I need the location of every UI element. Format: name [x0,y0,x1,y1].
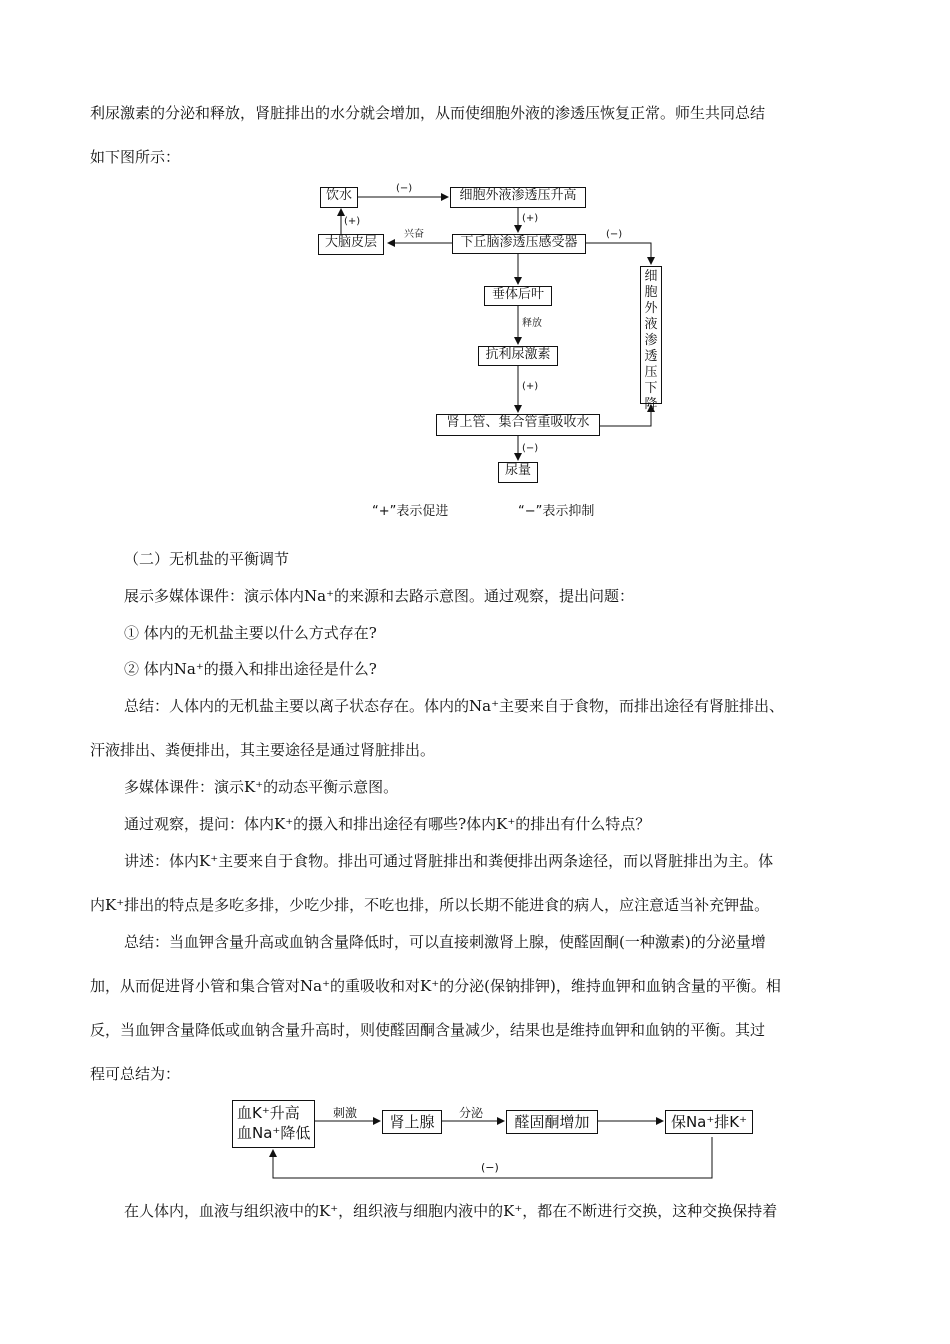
intro-line-1: 利尿激素的分泌和释放，肾脏排出的水分就会增加，从而使细胞外液的渗透压恢复正常。师生共同总结 [90,104,766,122]
para-sum1-line2: 汗液排出、粪便排出，其主要途径是通过肾脏排出。 [90,741,436,759]
label-adh-tubule: (+) [522,381,539,392]
para-talk-line1: 讲述：体内K⁺主要来自于食物。排出可通过肾脏排出和粪便排出两条途径，而以肾脏排出为主。体 [124,852,774,870]
box-keep-na: 保Na⁺排K⁺ [665,1110,753,1134]
label-drink-osmo: (−) [396,183,413,194]
para-sum1-line1: 总结：人体内的无机盐主要以离子状态存在。体内的Na⁺主要来自于食物，而排出途径有肾脏排出、 [124,697,784,715]
intro-line-2: 如下图所示： [90,148,181,166]
label-osmo-receptor: (+) [522,213,539,224]
para-ask: 通过观察，提问：体内K⁺的摄入和排出途径有哪些?体内K⁺的排出有什么特点？ [124,815,651,833]
box-drink: 饮水 [320,187,358,208]
k-up-text: 血K⁺升高 [237,1104,300,1122]
label-cortex-drink: (+) [344,216,361,227]
label-secrete: 分泌 [459,1106,484,1120]
label-tubule-urine: (−) [522,443,539,454]
box-aldosterone: 醛固酮增加 [506,1110,598,1134]
para-show1: 展示多媒体课件：演示体内Na⁺的来源和去路示意图。通过观察，提出问题： [124,587,634,605]
question-2: ② 体内Na⁺的摄入和排出途径是什么? [124,660,377,678]
legend-plus: “+”表示促进 [372,504,449,519]
na-down-text: 血Na⁺降低 [237,1124,311,1142]
label-feedback: (−) [481,1161,499,1174]
box-tubule: 肾上管、集合管重吸收水 [436,414,600,436]
box-k-na [232,1100,315,1148]
section-heading: （二）无机盐的平衡调节 [124,550,290,568]
label-excite: 兴奋 [404,229,424,240]
label-stim: 刺激 [333,1106,358,1120]
box-adrenal: 肾上腺 [382,1110,442,1134]
box-cortex: 大脑皮层 [318,234,384,255]
box-pituitary: 垂体后叶 [484,286,552,306]
label-receptor-right: (−) [606,229,623,240]
box-osmo-rise: 细胞外液渗透压升高 [450,187,586,208]
legend-minus: “−”表示抑制 [518,504,595,519]
box-adh: 抗利尿激素 [478,346,558,366]
box-receptor: 下丘脑渗透压感受器 [452,234,586,254]
last-line: 在人体内，血液与组织液中的K⁺，组织液与细胞内液中的K⁺，都在不断进行交换，这种交换保持着 [124,1202,778,1220]
para-show2: 多媒体课件：演示K⁺的动态平衡示意图。 [124,778,399,796]
para-sum2-line4: 程可总结为： [90,1065,181,1083]
box-osmo-fall: 细 胞 外 液 渗 透 压 下 降 [640,266,662,404]
para-talk-line2: 内K⁺排出的特点是多吃多排，少吃少排，不吃也排，所以长期不能进食的病人，应注意适当补充钾盐。 [90,896,770,914]
para-sum2-line1: 总结：当血钾含量升高或血钠含量降低时，可以直接刺激肾上腺，使醛固酮(一种激素)的分泌量增 [124,933,766,951]
box-urine: 尿量 [498,462,538,483]
para-sum2-line2: 加，从而促进肾小管和集合管对Na⁺的重吸收和对K⁺的分泌(保钠排钾)，维持血钾和血钠含量的平衡。相 [90,977,781,995]
para-sum2-line3: 反，当血钾含量降低或血钠含量升高时，则使醛固酮含量减少，结果也是维持血钾和血钠的平衡。其过 [90,1021,766,1039]
question-1: ① 体内的无机盐主要以什么方式存在? [124,624,377,642]
label-release: 释放 [522,318,542,329]
